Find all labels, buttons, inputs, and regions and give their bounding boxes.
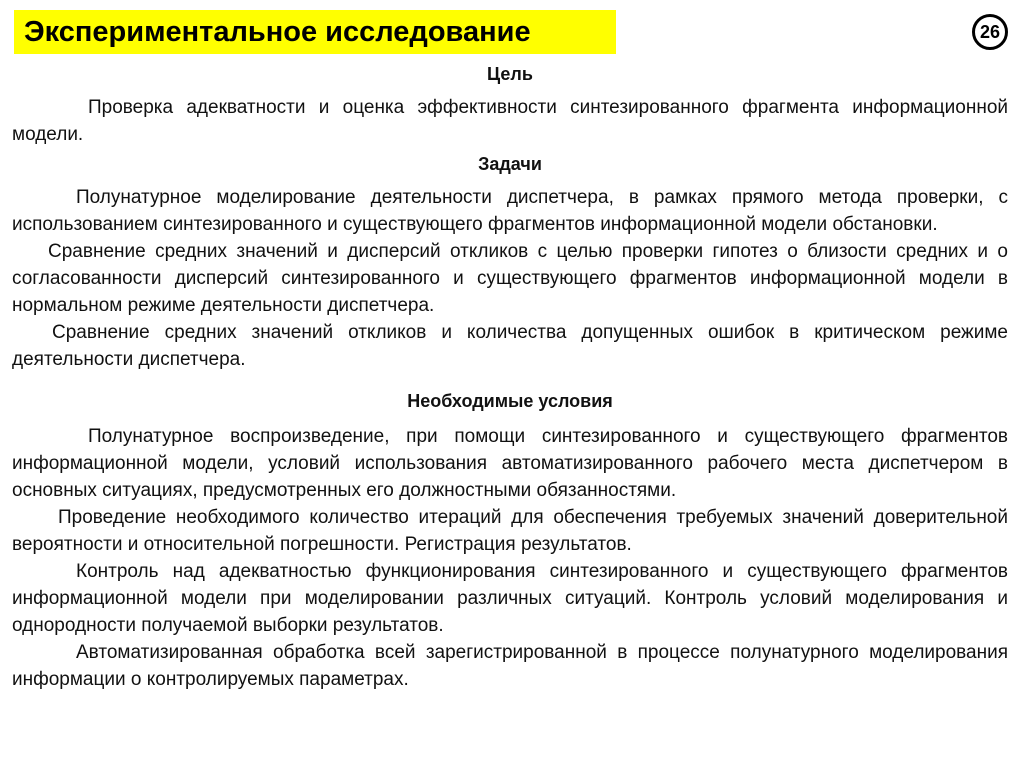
- condition-paragraph: Проведение необходимого количество итераций для обеспечения требуемых значений доверительной вероятности и относительной погрешности. Регистрация результатов.: [12, 507, 1008, 555]
- goal-paragraph: Проверка адекватности и оценка эффективности синтезированного фрагмента информационной модели.: [12, 97, 1008, 145]
- condition-paragraph: Автоматизированная обработка всей зарегистрированной в процессе полунатурного моделирования информации о контролируемых параметрах.: [12, 642, 1008, 690]
- condition-paragraph: Контроль над адекватностью функционирования синтезированного и существующего фрагментов информационной модели при моделировании различных ситуаций. Контроль условий моделирования и однородности получаемой выборки результатов.: [12, 561, 1008, 636]
- conditions-heading: Необходимые условия: [407, 391, 613, 411]
- goal-heading: Цель: [487, 64, 533, 84]
- task-paragraph: Полунатурное моделирование деятельности диспетчера, в рамках прямого метода проверки, с использованием синтезированного и существующего фрагментов информационной модели обстановки.: [12, 187, 1008, 235]
- task-paragraph: Сравнение средних значений и дисперсий откликов с целью проверки гипотез о близости средних и о согласованности дисперсий синтезированного и существующего фрагментов информационной модели в нормальном режиме деятельности диспетчера.: [12, 241, 1008, 316]
- slide-number-badge: 26: [972, 14, 1008, 50]
- tasks-heading: Задачи: [478, 154, 542, 174]
- condition-paragraph: Полунатурное воспроизведение, при помощи синтезированного и существующего фрагментов информационной модели, условий использования автоматизированного рабочего места диспетчером в основных ситуациях, предусмотренных его должностными обязанностями.: [12, 426, 1008, 501]
- slide-title: Экспериментальное исследование: [14, 10, 616, 54]
- task-paragraph: Сравнение средних значений откликов и количества допущенных ошибок в критическом режиме деятельности диспетчера.: [12, 322, 1008, 370]
- slide-body: [12, 62, 1008, 693]
